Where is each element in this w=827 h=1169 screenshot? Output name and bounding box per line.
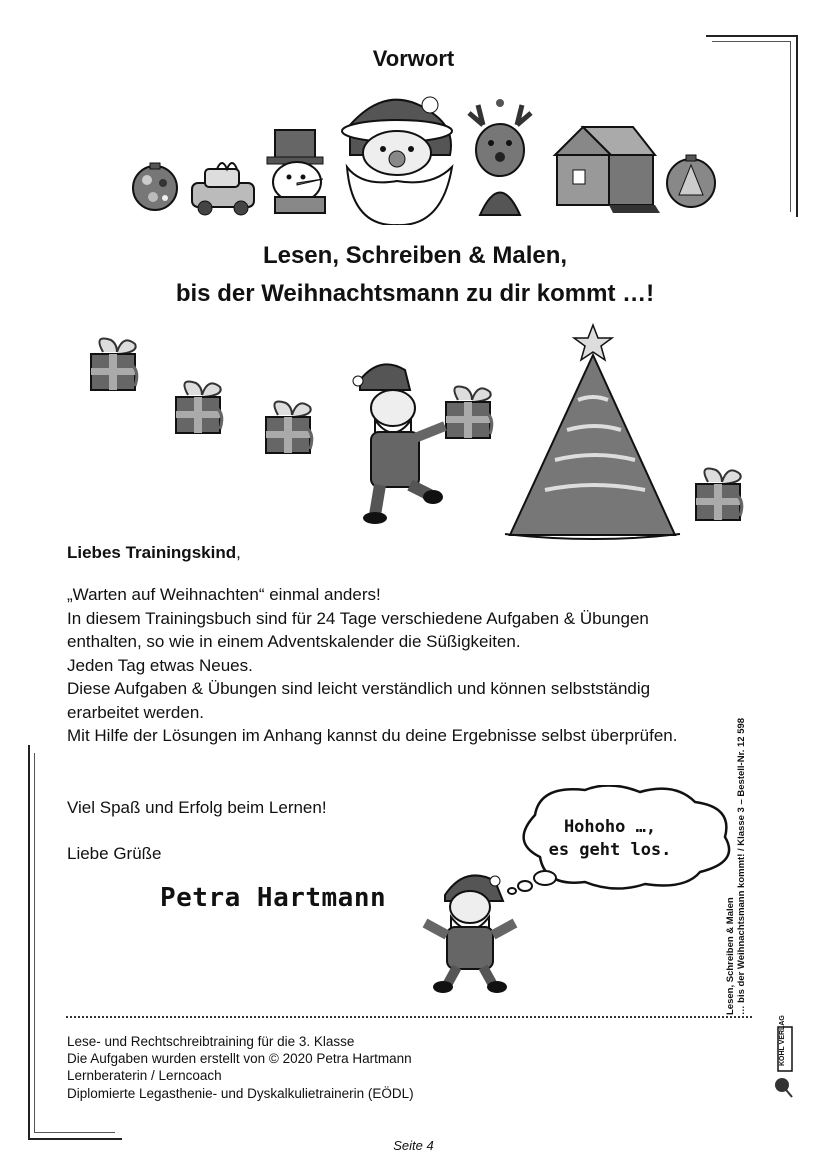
footer-line: Die Aufgaben wurden erstellt von © 2020 Petra Hartmann (67, 1051, 412, 1067)
gift-icon (266, 402, 312, 454)
gift-icon (176, 382, 222, 434)
footer-line: Lernberaterin / Lerncoach (67, 1068, 222, 1084)
side-label (725, 717, 747, 1015)
greeting (67, 541, 241, 565)
santa-walking-icon (353, 364, 445, 524)
publisher-logo-text: KOHL VERLAG (779, 1015, 786, 1066)
paragraph-line: Diese Aufgaben & Übungen sind leicht verständlich und können selbstständig (67, 679, 651, 698)
bubble-line: es geht los. (548, 840, 672, 860)
santa-face-icon (342, 97, 452, 225)
gifts-santa-tree-illustration (75, 320, 755, 545)
ornament-tree-icon (667, 155, 715, 207)
side-label-line: … bis der Weihnachtsmann kommt! / Klasse 3 – Bestell-Nr. 12 598 (736, 717, 747, 1015)
gift-icon (446, 387, 492, 439)
gift-icon (696, 469, 742, 521)
greeting-name: Liebes Trainingskind (67, 543, 237, 562)
regards-line: Liebe Grüße (67, 844, 162, 863)
paragraph-line: erarbeitet werden. (67, 702, 205, 722)
paragraph-line: „Warten auf Weihnachten“ einmal anders! (67, 585, 381, 604)
side-label-line: Lesen, Schreiben & Malen (725, 897, 736, 1015)
snowman-icon (267, 130, 325, 213)
greeting-comma: , (236, 543, 241, 562)
footer-divider (66, 1016, 752, 1018)
reindeer-icon (469, 99, 531, 215)
speech-bubble-text (540, 816, 680, 862)
headline-line-2: bis der Weihnachtsmann zu dir kommt …! (175, 280, 655, 307)
toy-car-icon (192, 163, 254, 215)
bubble-line: Hohoho …, (563, 817, 657, 837)
footer-line: Diplomierte Legasthenie- und Dyskalkulietrainerin (EÖDL) (67, 1085, 414, 1101)
santa-waving-icon (415, 865, 525, 995)
paragraph-line: In diesem Trainingsbuch sind für 24 Tage verschiedene Aufgaben & Übungen (67, 608, 649, 628)
page-title: Vorwort (372, 46, 455, 71)
footer-info (67, 1033, 414, 1102)
ornament-ball-icon (133, 163, 177, 210)
christmas-clipart-row (125, 85, 725, 225)
closing-line: Viel Spaß und Erfolg beim Lernen! (67, 798, 327, 817)
footer-line: Lese- und Rechtschreibtraining für die 3. Klasse (67, 1034, 355, 1049)
headline-line-1: Lesen, Schreiben & Malen, (262, 242, 568, 269)
page-number: Seite 4 (393, 1138, 434, 1153)
christmas-tree-icon (505, 325, 680, 539)
paragraph-line: Jeden Tag etwas Neues. (67, 655, 253, 675)
gingerbread-house-icon (555, 127, 660, 213)
paragraph-line: enthalten, so wie in einem Adventskalender die Süßigkeiten. (67, 632, 521, 651)
signature: Petra Hartmann (160, 883, 387, 913)
paragraph-line: Mit Hilfe der Lösungen im Anhang kannst du deine Ergebnisse selbst überprüfen. (67, 726, 678, 745)
intro-paragraph (67, 583, 678, 748)
gift-icon (91, 339, 137, 391)
